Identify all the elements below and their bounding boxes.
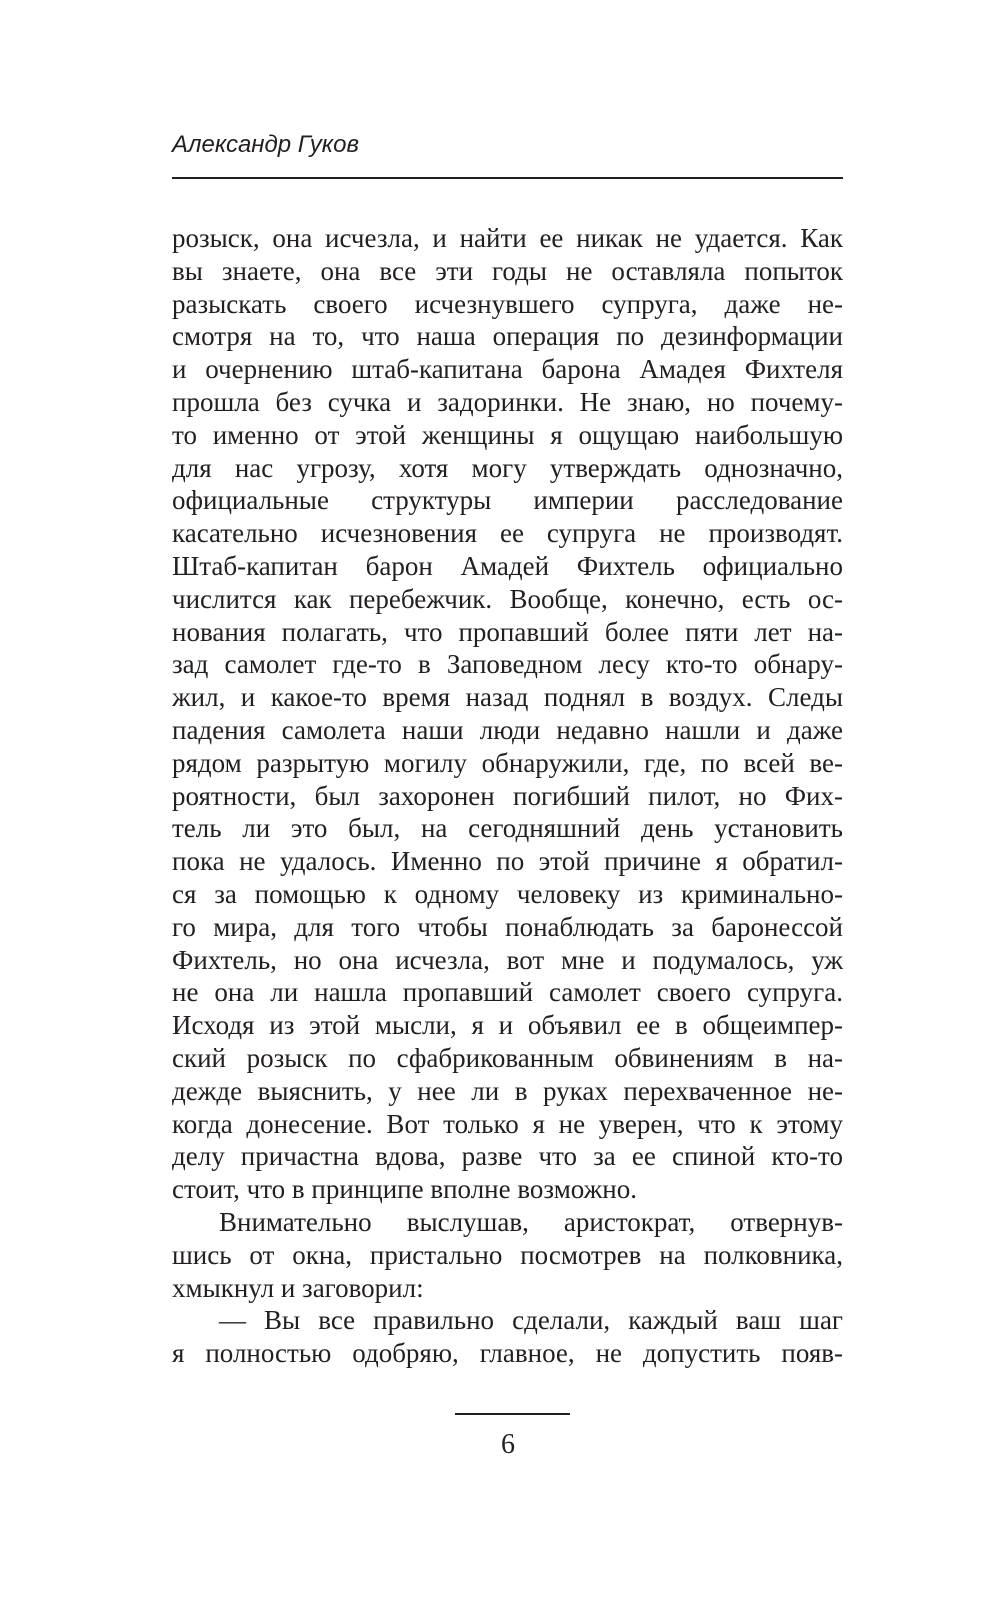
text-line: дежде выяснить, у нее ли в руках перехваченное не- — [172, 1075, 843, 1106]
paragraph — [172, 1304, 843, 1370]
text-line: рядом разрытую могилу обнаружили, где, по всей ве- — [172, 747, 843, 778]
text-line: стоит, что в принципе вполне возможно. — [172, 1174, 637, 1205]
text-line: нования полагать, что пропавший более пяти лет на- — [172, 616, 843, 647]
text-line: Исходя из этой мысли, я и объявил ее в общеимпер- — [172, 1010, 843, 1041]
text-line: зад самолет где-то в Заповедном лесу кто-то обнару- — [172, 649, 843, 680]
text-line: и очернению штаб-капитана барона Амадея Фихтеля — [172, 354, 843, 385]
body-text — [172, 222, 843, 1370]
text-line: го мира, для того чтобы понаблюдать за баронессой — [172, 911, 843, 942]
text-line: тель ли это был, на сегодняшний день установить — [172, 813, 843, 844]
text-line: жил, и какое-то время назад поднял в воздух. Следы — [172, 682, 843, 713]
text-line: — Вы все правильно сделали, каждый ваш шаг — [219, 1305, 843, 1336]
running-head-author: Александр Гуков — [172, 131, 359, 158]
text-line: я полностью одобряю, главное, не допустить появ- — [172, 1338, 843, 1369]
text-line: числится как перебежчик. Вообще, конечно, есть ос- — [172, 583, 843, 614]
text-line: роятности, был захоронен погибший пилот, но Фих- — [172, 780, 843, 811]
text-line: Внимательно выслушав, аристократ, отвернув- — [219, 1206, 843, 1237]
text-line: розыск, она исчезла, и найти ее никак не удается. Как — [172, 223, 843, 253]
text-line: шись от окна, пристально посмотрев на полковника, — [172, 1239, 843, 1270]
paragraph — [172, 1206, 843, 1304]
header-rule — [172, 177, 843, 179]
text-line: когда донесение. Вот только я не уверен, что к этому — [172, 1108, 843, 1139]
footer-rule — [455, 1413, 570, 1415]
text-line: ся за помощью к одному человеку из криминально- — [172, 878, 843, 909]
text-line: разыскать своего исчезнувшего супруга, даже не- — [172, 288, 843, 319]
text-line: официальные структуры империи расследование — [172, 485, 843, 516]
text-line: хмыкнул и заговорил: — [172, 1272, 424, 1303]
text-line: смотря на то, что наша операция по дезинформации — [172, 321, 843, 352]
page-number: 6 — [501, 1429, 515, 1460]
text-line: касательно исчезновения ее супруга не производят. — [172, 518, 843, 549]
text-line: вы знаете, она все эти годы не оставляла попыток — [172, 255, 843, 286]
text-line: падения самолета наши люди недавно нашли и даже — [172, 714, 843, 745]
text-line: то именно от этой женщины я ощущаю наибольшую — [172, 419, 843, 450]
text-line: пока не удалось. Именно по этой причине я обратил- — [172, 846, 843, 877]
text-line: делу причастна вдова, разве что за ее спиной кто-то — [172, 1141, 843, 1172]
text-line: для нас угрозу, хотя могу утверждать однозначно, — [172, 452, 843, 483]
paragraph — [172, 222, 843, 1206]
text-line: Штаб-капитан барон Амадей Фихтель официально — [172, 550, 843, 581]
text-line: не она ли нашла пропавший самолет своего супруга. — [172, 977, 843, 1008]
text-line: прошла без сучка и задоринки. Не знаю, но почему- — [172, 386, 843, 417]
text-line: ский розыск по сфабрикованным обвинениям в на- — [172, 1042, 843, 1073]
text-line: Фихтель, но она исчезла, вот мне и подумалось, уж — [172, 944, 843, 975]
